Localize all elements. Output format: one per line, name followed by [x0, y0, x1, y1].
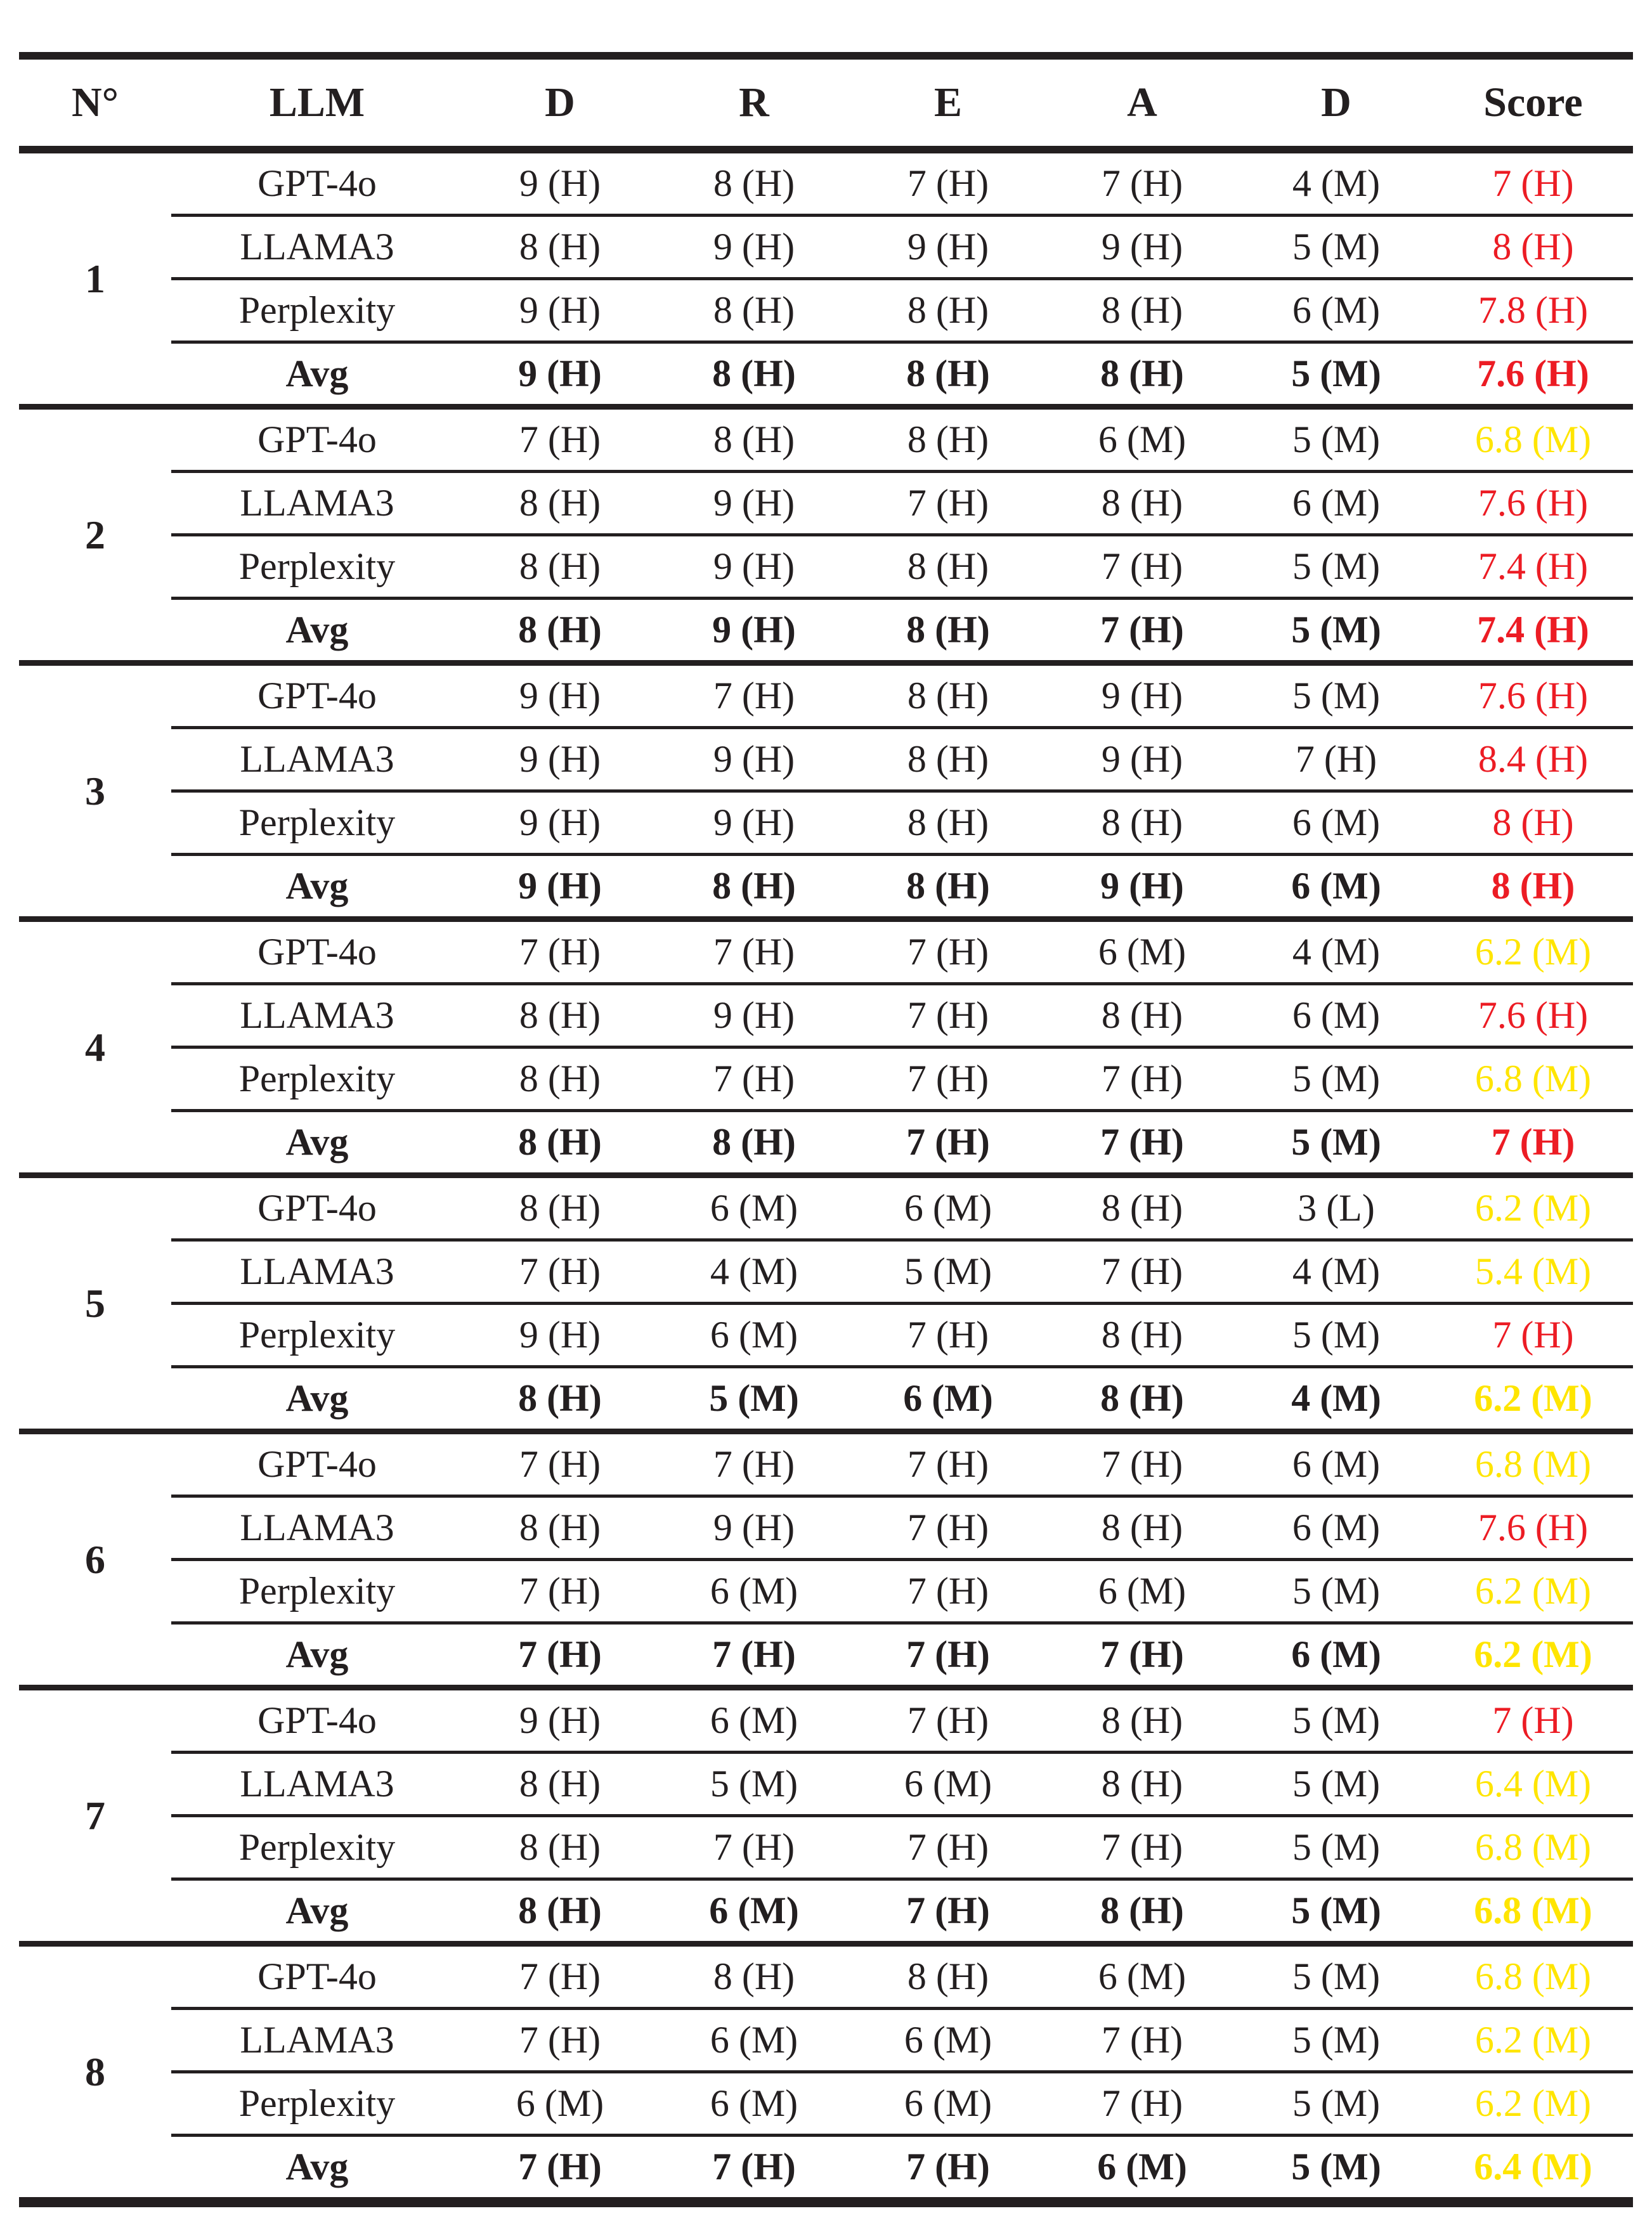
- header-affected-users: A: [1045, 56, 1239, 150]
- dread-value-cell: 8 (H): [1045, 1753, 1239, 1816]
- header-discoverability: D: [1239, 56, 1433, 150]
- dread-value-cell: 5 (M): [1239, 1944, 1433, 2009]
- dread-value-cell: 8 (H): [657, 279, 851, 342]
- group-number-cell: 7: [19, 1688, 171, 1944]
- model-row: [19, 472, 1633, 535]
- dread-value-cell: 5 (M): [1239, 1753, 1433, 1816]
- score-cell: 6.2 (M): [1433, 2009, 1633, 2072]
- table-body: [19, 150, 1633, 2202]
- dread-value-cell: 5 (M): [1239, 1816, 1433, 1879]
- dread-value-cell: 7 (H): [1045, 1816, 1239, 1879]
- dread-value-cell: 6 (M): [657, 1688, 851, 1753]
- dread-value-cell: 8 (H): [1045, 1176, 1239, 1240]
- dread-value-cell: 3 (L): [1239, 1176, 1433, 1240]
- dread-value-cell: 7 (H): [657, 1623, 851, 1688]
- score-cell: 7.6 (H): [1433, 984, 1633, 1047]
- model-row: [19, 1304, 1633, 1367]
- dread-value-cell: 7 (H): [657, 1816, 851, 1879]
- dread-value-cell: 7 (H): [657, 919, 851, 984]
- avg-row: [19, 599, 1633, 663]
- dread-value-cell: 6 (M): [1239, 472, 1433, 535]
- llm-name-cell: LLAMA3: [171, 728, 463, 791]
- dread-value-cell: 9 (H): [463, 342, 657, 407]
- dread-value-cell: 9 (H): [463, 1688, 657, 1753]
- dread-value-cell: 8 (H): [463, 535, 657, 599]
- score-cell: 6.8 (M): [1433, 1879, 1633, 1944]
- llm-name-cell: LLAMA3: [171, 1240, 463, 1304]
- avg-row: [19, 1879, 1633, 1944]
- dread-value-cell: 6 (M): [1239, 279, 1433, 342]
- dread-value-cell: 8 (H): [657, 855, 851, 919]
- dread-value-cell: 6 (M): [657, 2072, 851, 2136]
- avg-row: [19, 1111, 1633, 1176]
- dread-value-cell: 9 (H): [657, 1496, 851, 1560]
- dread-value-cell: 7 (H): [463, 2136, 657, 2203]
- model-row: [19, 1944, 1633, 2009]
- dread-value-cell: 7 (H): [1239, 728, 1433, 791]
- dread-value-cell: 9 (H): [657, 791, 851, 855]
- dread-value-cell: 7 (H): [851, 150, 1045, 216]
- dread-value-cell: 8 (H): [463, 1176, 657, 1240]
- dread-value-cell: 6 (M): [1045, 1944, 1239, 2009]
- model-row: [19, 1688, 1633, 1753]
- dread-value-cell: 8 (H): [463, 216, 657, 279]
- dread-value-cell: 9 (H): [463, 663, 657, 728]
- group-number-cell: 8: [19, 1944, 171, 2203]
- dread-value-cell: 9 (H): [463, 791, 657, 855]
- avg-row: [19, 855, 1633, 919]
- score-cell: 5.4 (M): [1433, 1240, 1633, 1304]
- dread-value-cell: 5 (M): [1239, 342, 1433, 407]
- dread-value-cell: 6 (M): [1239, 791, 1433, 855]
- score-cell: 8 (H): [1433, 216, 1633, 279]
- score-cell: 6.2 (M): [1433, 1560, 1633, 1623]
- dread-score-table: [19, 52, 1633, 2207]
- dread-value-cell: 5 (M): [1239, 216, 1433, 279]
- dread-value-cell: 8 (H): [463, 1879, 657, 1944]
- dread-value-cell: 8 (H): [463, 1496, 657, 1560]
- dread-value-cell: 7 (H): [1045, 2009, 1239, 2072]
- dread-value-cell: 6 (M): [1239, 1496, 1433, 1560]
- dread-value-cell: 5 (M): [1239, 1688, 1433, 1753]
- llm-name-cell: GPT-4o: [171, 1944, 463, 2009]
- score-cell: 7.8 (H): [1433, 279, 1633, 342]
- avg-row: [19, 1623, 1633, 1688]
- dread-value-cell: 9 (H): [657, 216, 851, 279]
- score-cell: 7 (H): [1433, 1111, 1633, 1176]
- dread-value-cell: 7 (H): [851, 1816, 1045, 1879]
- model-row: [19, 1816, 1633, 1879]
- avg-row: [19, 2136, 1633, 2203]
- dread-value-cell: 6 (M): [1239, 855, 1433, 919]
- llm-name-cell: Avg: [171, 2136, 463, 2203]
- score-cell: 7.6 (H): [1433, 472, 1633, 535]
- llm-name-cell: Perplexity: [171, 2072, 463, 2136]
- dread-value-cell: 6 (M): [851, 1367, 1045, 1432]
- llm-name-cell: GPT-4o: [171, 919, 463, 984]
- llm-name-cell: LLAMA3: [171, 984, 463, 1047]
- score-cell: 6.2 (M): [1433, 2072, 1633, 2136]
- dread-value-cell: 9 (H): [851, 216, 1045, 279]
- dread-value-cell: 7 (H): [463, 1432, 657, 1496]
- dread-value-cell: 9 (H): [1045, 855, 1239, 919]
- dread-value-cell: 6 (M): [657, 1560, 851, 1623]
- dread-value-cell: 7 (H): [851, 1432, 1045, 1496]
- dread-value-cell: 7 (H): [851, 2136, 1045, 2203]
- llm-name-cell: GPT-4o: [171, 150, 463, 216]
- dread-value-cell: 6 (M): [657, 2009, 851, 2072]
- dread-value-cell: 7 (H): [1045, 1240, 1239, 1304]
- dread-value-cell: 8 (H): [1045, 984, 1239, 1047]
- model-row: [19, 1432, 1633, 1496]
- dread-value-cell: 7 (H): [851, 1623, 1045, 1688]
- header-score: Score: [1433, 56, 1633, 150]
- dread-value-cell: 9 (H): [657, 535, 851, 599]
- dread-value-cell: 8 (H): [1045, 1879, 1239, 1944]
- score-cell: 6.2 (M): [1433, 919, 1633, 984]
- dread-value-cell: 8 (H): [1045, 1688, 1239, 1753]
- dread-value-cell: 5 (M): [1239, 1304, 1433, 1367]
- score-cell: 6.4 (M): [1433, 2136, 1633, 2203]
- dread-value-cell: 7 (H): [657, 1047, 851, 1111]
- dread-value-cell: 8 (H): [463, 1816, 657, 1879]
- llm-name-cell: GPT-4o: [171, 1176, 463, 1240]
- dread-value-cell: 7 (H): [463, 919, 657, 984]
- dread-value-cell: 6 (M): [1239, 984, 1433, 1047]
- llm-name-cell: Avg: [171, 1879, 463, 1944]
- group-number-cell: 2: [19, 407, 171, 663]
- avg-row: [19, 1367, 1633, 1432]
- dread-value-cell: 7 (H): [851, 1496, 1045, 1560]
- llm-name-cell: Perplexity: [171, 1560, 463, 1623]
- score-cell: 7.6 (H): [1433, 1496, 1633, 1560]
- dread-value-cell: 8 (H): [1045, 791, 1239, 855]
- llm-name-cell: Perplexity: [171, 1047, 463, 1111]
- dread-value-cell: 7 (H): [851, 1047, 1045, 1111]
- llm-name-cell: GPT-4o: [171, 663, 463, 728]
- dread-value-cell: 7 (H): [1045, 535, 1239, 599]
- dread-value-cell: 4 (M): [1239, 150, 1433, 216]
- dread-value-cell: 5 (M): [1239, 599, 1433, 663]
- score-cell: 8 (H): [1433, 855, 1633, 919]
- model-row: [19, 1496, 1633, 1560]
- dread-value-cell: 8 (H): [463, 1753, 657, 1816]
- dread-value-cell: 8 (H): [463, 1047, 657, 1111]
- dread-value-cell: 7 (H): [657, 1432, 851, 1496]
- dread-value-cell: 7 (H): [851, 472, 1045, 535]
- dread-value-cell: 9 (H): [657, 472, 851, 535]
- dread-value-cell: 8 (H): [851, 1944, 1045, 2009]
- dread-value-cell: 7 (H): [1045, 2072, 1239, 2136]
- dread-value-cell: 7 (H): [851, 984, 1045, 1047]
- dread-value-cell: 5 (M): [1239, 2136, 1433, 2203]
- score-cell: 7.6 (H): [1433, 342, 1633, 407]
- model-row: [19, 1176, 1633, 1240]
- model-row: [19, 279, 1633, 342]
- llm-name-cell: GPT-4o: [171, 407, 463, 472]
- dread-value-cell: 5 (M): [657, 1367, 851, 1432]
- dread-value-cell: 8 (H): [851, 663, 1045, 728]
- group-number-cell: 5: [19, 1176, 171, 1432]
- dread-value-cell: 8 (H): [463, 472, 657, 535]
- score-cell: 6.8 (M): [1433, 1944, 1633, 2009]
- dread-value-cell: 8 (H): [1045, 342, 1239, 407]
- dread-value-cell: 9 (H): [1045, 728, 1239, 791]
- dread-value-cell: 8 (H): [657, 407, 851, 472]
- header-llm: LLM: [171, 56, 463, 150]
- dread-value-cell: 9 (H): [657, 984, 851, 1047]
- score-cell: 6.2 (M): [1433, 1623, 1633, 1688]
- dread-value-cell: 7 (H): [463, 407, 657, 472]
- llm-name-cell: LLAMA3: [171, 1496, 463, 1560]
- dread-value-cell: 8 (H): [851, 599, 1045, 663]
- score-cell: 7 (H): [1433, 1304, 1633, 1367]
- dread-value-cell: 8 (H): [851, 791, 1045, 855]
- dread-value-cell: 7 (H): [1045, 150, 1239, 216]
- dread-value-cell: 4 (M): [1239, 919, 1433, 984]
- llm-name-cell: Avg: [171, 1623, 463, 1688]
- score-cell: 6.2 (M): [1433, 1176, 1633, 1240]
- llm-name-cell: Perplexity: [171, 791, 463, 855]
- model-row: [19, 2009, 1633, 2072]
- score-cell: 6.8 (M): [1433, 1816, 1633, 1879]
- model-row: [19, 407, 1633, 472]
- dread-value-cell: 9 (H): [463, 1304, 657, 1367]
- dread-value-cell: 9 (H): [1045, 216, 1239, 279]
- model-row: [19, 1047, 1633, 1111]
- dread-value-cell: 8 (H): [1045, 1304, 1239, 1367]
- dread-value-cell: 6 (M): [657, 1176, 851, 1240]
- dread-value-cell: 5 (M): [1239, 535, 1433, 599]
- dread-value-cell: 8 (H): [851, 342, 1045, 407]
- llm-name-cell: LLAMA3: [171, 472, 463, 535]
- score-cell: 6.8 (M): [1433, 1047, 1633, 1111]
- score-cell: 7.4 (H): [1433, 599, 1633, 663]
- dread-value-cell: 9 (H): [463, 150, 657, 216]
- dread-value-cell: 7 (H): [851, 1879, 1045, 1944]
- llm-name-cell: GPT-4o: [171, 1432, 463, 1496]
- llm-name-cell: LLAMA3: [171, 2009, 463, 2072]
- group-number-cell: 3: [19, 663, 171, 919]
- dread-value-cell: 5 (M): [1239, 2009, 1433, 2072]
- dread-value-cell: 6 (M): [1045, 919, 1239, 984]
- score-cell: 6.8 (M): [1433, 1432, 1633, 1496]
- model-row: [19, 2072, 1633, 2136]
- dread-value-cell: 7 (H): [463, 1240, 657, 1304]
- dread-value-cell: 5 (M): [851, 1240, 1045, 1304]
- model-row: [19, 663, 1633, 728]
- dread-value-cell: 6 (M): [657, 1304, 851, 1367]
- dread-value-cell: 7 (H): [1045, 1047, 1239, 1111]
- dread-value-cell: 6 (M): [851, 1176, 1045, 1240]
- dread-value-cell: 5 (M): [1239, 407, 1433, 472]
- score-cell: 7.4 (H): [1433, 535, 1633, 599]
- dread-value-cell: 6 (M): [657, 1879, 851, 1944]
- dread-value-cell: 8 (H): [463, 984, 657, 1047]
- dread-value-cell: 8 (H): [851, 855, 1045, 919]
- llm-name-cell: Perplexity: [171, 279, 463, 342]
- dread-value-cell: 8 (H): [657, 342, 851, 407]
- group-number-cell: 6: [19, 1432, 171, 1688]
- table-header: [19, 56, 1633, 150]
- dread-value-cell: 8 (H): [851, 535, 1045, 599]
- dread-value-cell: 8 (H): [657, 150, 851, 216]
- header-row: [19, 56, 1633, 150]
- llm-name-cell: Avg: [171, 855, 463, 919]
- llm-name-cell: LLAMA3: [171, 1753, 463, 1816]
- dread-value-cell: 7 (H): [463, 1944, 657, 2009]
- dread-value-cell: 6 (M): [851, 2009, 1045, 2072]
- dread-value-cell: 8 (H): [463, 1367, 657, 1432]
- score-cell: 6.2 (M): [1433, 1367, 1633, 1432]
- model-row: [19, 1560, 1633, 1623]
- dread-value-cell: 7 (H): [657, 2136, 851, 2203]
- model-row: [19, 728, 1633, 791]
- dread-value-cell: 8 (H): [1045, 279, 1239, 342]
- header-number: N°: [19, 56, 171, 150]
- llm-name-cell: GPT-4o: [171, 1688, 463, 1753]
- dread-value-cell: 8 (H): [1045, 1367, 1239, 1432]
- dread-value-cell: 8 (H): [851, 279, 1045, 342]
- llm-name-cell: Perplexity: [171, 1816, 463, 1879]
- model-row: [19, 535, 1633, 599]
- dread-value-cell: 9 (H): [463, 279, 657, 342]
- model-row: [19, 791, 1633, 855]
- dread-value-cell: 9 (H): [657, 728, 851, 791]
- score-cell: 8.4 (H): [1433, 728, 1633, 791]
- dread-value-cell: 6 (M): [851, 1753, 1045, 1816]
- llm-name-cell: LLAMA3: [171, 216, 463, 279]
- dread-value-cell: 6 (M): [463, 2072, 657, 2136]
- score-cell: 6.4 (M): [1433, 1753, 1633, 1816]
- dread-value-cell: 7 (H): [1045, 1111, 1239, 1176]
- dread-value-cell: 4 (M): [1239, 1240, 1433, 1304]
- dread-value-cell: 9 (H): [463, 855, 657, 919]
- dread-value-cell: 8 (H): [1045, 472, 1239, 535]
- dread-value-cell: 9 (H): [657, 599, 851, 663]
- dread-value-cell: 7 (H): [851, 1304, 1045, 1367]
- dread-value-cell: 5 (M): [1239, 1047, 1433, 1111]
- dread-value-cell: 7 (H): [851, 1111, 1045, 1176]
- dread-value-cell: 7 (H): [1045, 1623, 1239, 1688]
- dread-value-cell: 7 (H): [463, 1560, 657, 1623]
- dread-value-cell: 5 (M): [1239, 1879, 1433, 1944]
- llm-name-cell: Perplexity: [171, 1304, 463, 1367]
- dread-value-cell: 6 (M): [1045, 2136, 1239, 2203]
- model-row: [19, 984, 1633, 1047]
- dread-value-cell: 7 (H): [851, 1560, 1045, 1623]
- dread-value-cell: 8 (H): [851, 728, 1045, 791]
- dread-value-cell: 6 (M): [851, 2072, 1045, 2136]
- score-cell: 7.6 (H): [1433, 663, 1633, 728]
- dread-value-cell: 8 (H): [851, 407, 1045, 472]
- llm-name-cell: Avg: [171, 599, 463, 663]
- dread-value-cell: 9 (H): [1045, 663, 1239, 728]
- dread-value-cell: 7 (H): [1045, 599, 1239, 663]
- model-row: [19, 1240, 1633, 1304]
- dread-value-cell: 6 (M): [1045, 1560, 1239, 1623]
- dread-value-cell: 8 (H): [463, 599, 657, 663]
- dread-value-cell: 5 (M): [1239, 1111, 1433, 1176]
- dread-value-cell: 5 (M): [1239, 1560, 1433, 1623]
- dread-value-cell: 5 (M): [657, 1753, 851, 1816]
- header-damage: D: [463, 56, 657, 150]
- dread-value-cell: 5 (M): [1239, 2072, 1433, 2136]
- score-cell: 7 (H): [1433, 1688, 1633, 1753]
- model-row: [19, 919, 1633, 984]
- llm-name-cell: Avg: [171, 342, 463, 407]
- group-number-cell: 1: [19, 150, 171, 407]
- dread-value-cell: 6 (M): [1045, 407, 1239, 472]
- header-exploitability: E: [851, 56, 1045, 150]
- dread-value-cell: 4 (M): [657, 1240, 851, 1304]
- dread-value-cell: 7 (H): [851, 1688, 1045, 1753]
- llm-name-cell: Avg: [171, 1111, 463, 1176]
- dread-value-cell: 8 (H): [657, 1111, 851, 1176]
- dread-value-cell: 4 (M): [1239, 1367, 1433, 1432]
- group-number-cell: 4: [19, 919, 171, 1176]
- score-cell: 7 (H): [1433, 150, 1633, 216]
- score-cell: 6.8 (M): [1433, 407, 1633, 472]
- dread-value-cell: 6 (M): [1239, 1432, 1433, 1496]
- score-cell: 8 (H): [1433, 791, 1633, 855]
- dread-value-cell: 6 (M): [1239, 1623, 1433, 1688]
- header-reproducibility: R: [657, 56, 851, 150]
- dread-value-cell: 7 (H): [463, 1623, 657, 1688]
- dread-value-cell: 9 (H): [463, 728, 657, 791]
- dread-value-cell: 8 (H): [1045, 1496, 1239, 1560]
- dread-value-cell: 7 (H): [657, 663, 851, 728]
- dread-value-cell: 8 (H): [463, 1111, 657, 1176]
- dread-value-cell: 7 (H): [1045, 1432, 1239, 1496]
- dread-value-cell: 7 (H): [851, 919, 1045, 984]
- avg-row: [19, 342, 1633, 407]
- dread-value-cell: 5 (M): [1239, 663, 1433, 728]
- llm-name-cell: Avg: [171, 1367, 463, 1432]
- llm-name-cell: Perplexity: [171, 535, 463, 599]
- dread-value-cell: 8 (H): [657, 1944, 851, 2009]
- dread-value-cell: 7 (H): [463, 2009, 657, 2072]
- model-row: [19, 216, 1633, 279]
- model-row: [19, 150, 1633, 216]
- model-row: [19, 1753, 1633, 1816]
